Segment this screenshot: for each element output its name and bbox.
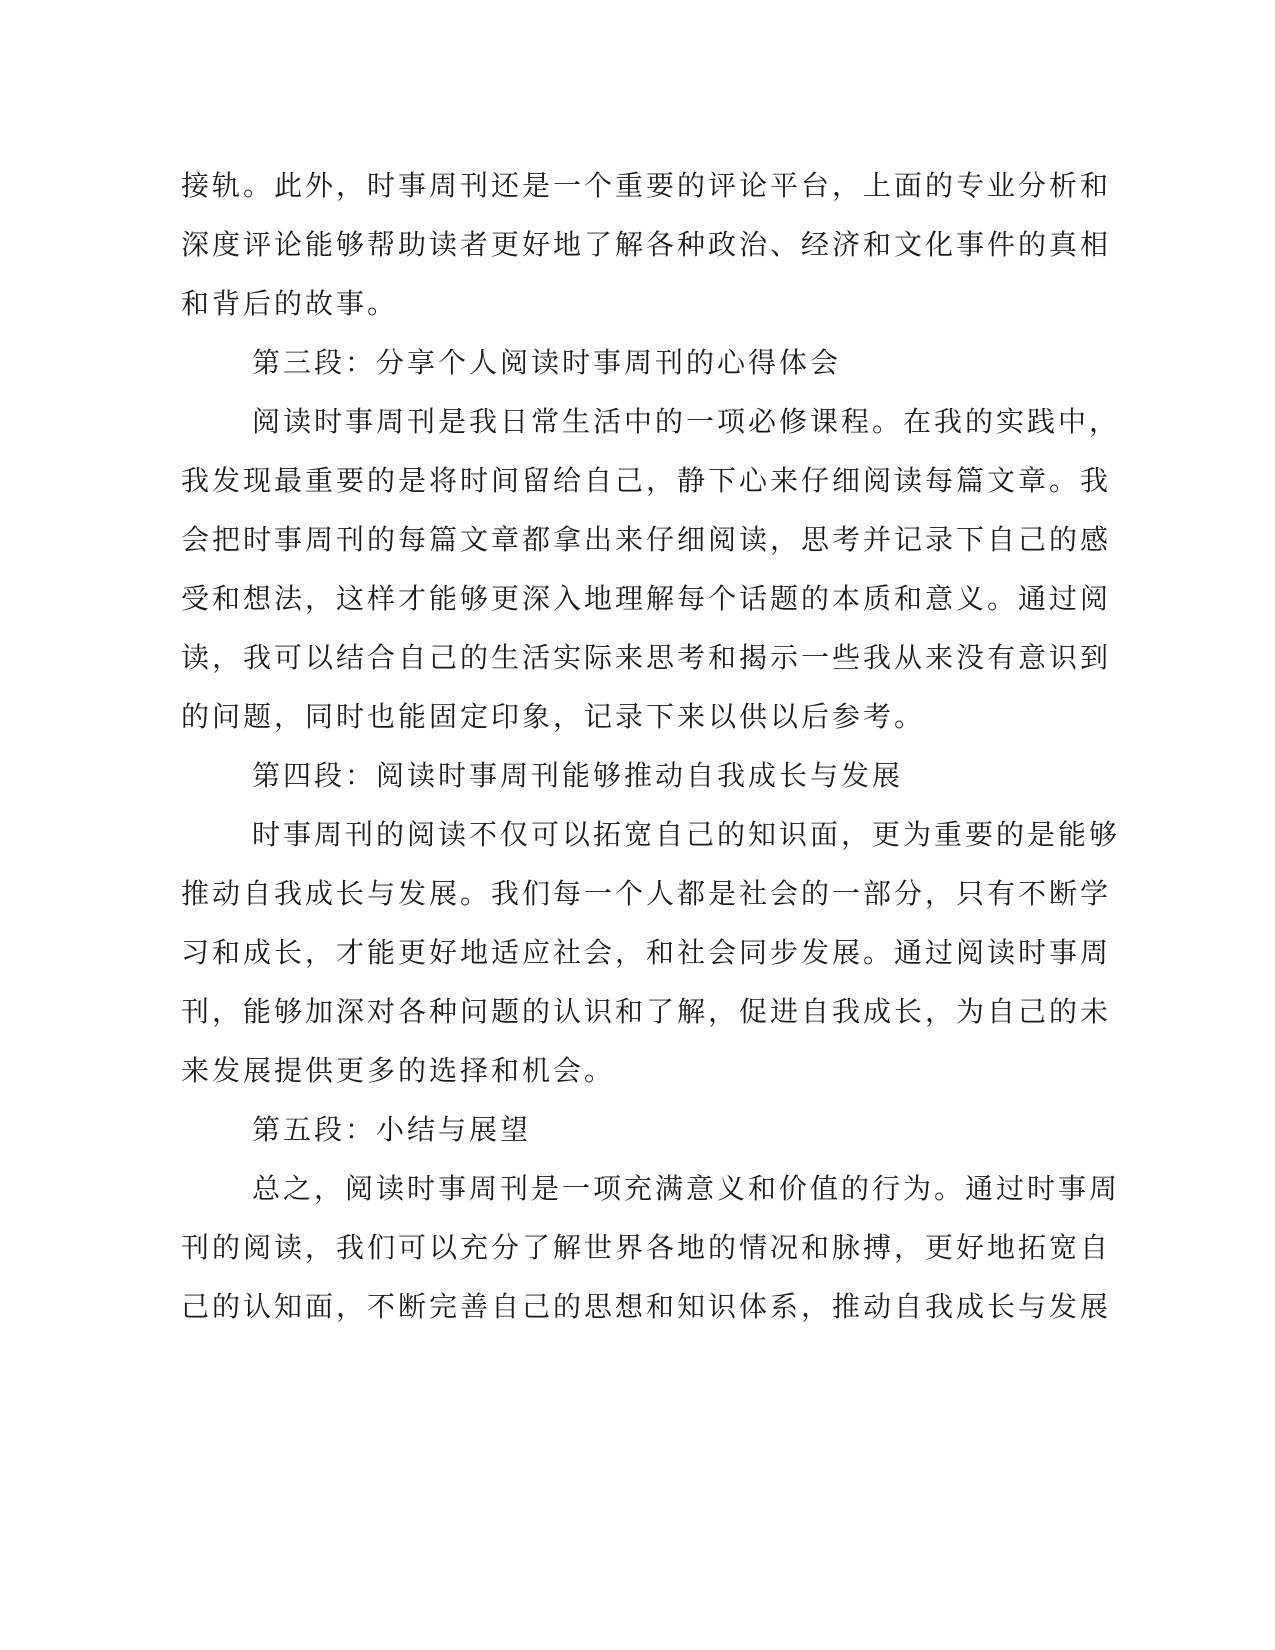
paragraph-start-line: 时事周刊的阅读不仅可以拓宽自己的知识面，更为重要的是能够 <box>252 818 1121 851</box>
paragraph-start-line: 第四段：阅读时事周刊能够推动自我成长与发展 <box>252 759 904 792</box>
paragraph-start-line: 第五段：小结与展望 <box>252 1113 532 1146</box>
text-line: 接轨。此外，时事周刊还是一个重要的评论平台，上面的专业分析和 <box>181 169 1112 202</box>
text-line: 的问题，同时也能固定印象，记录下来以供以后参考。 <box>181 700 926 733</box>
text-line: 和背后的故事。 <box>181 287 399 320</box>
text-line: 读，我可以结合自己的生活实际来思考和揭示一些我从来没有意识到 <box>181 641 1112 674</box>
text-line: 受和想法，这样才能够更深入地理解每个话题的本质和意义。通过阅 <box>181 582 1112 615</box>
paragraph-start-line: 第三段：分享个人阅读时事周刊的心得体会 <box>252 346 842 379</box>
text-line: 会把时事周刊的每篇文章都拿出来仔细阅读，思考并记录下自己的感 <box>181 523 1112 556</box>
document-body <box>181 156 1121 1336</box>
text-line: 刊，能够加深对各种问题的认识和了解，促进自我成长，为自己的未 <box>181 995 1112 1028</box>
text-line: 刊的阅读，我们可以充分了解世界各地的情况和脉搏，更好地拓宽自 <box>181 1231 1112 1264</box>
paragraph-start-line: 阅读时事周刊是我日常生活中的一项必修课程。在我的实践中， <box>252 405 1121 438</box>
text-line: 深度评论能够帮助读者更好地了解各种政治、经济和文化事件的真相 <box>181 228 1112 261</box>
text-line: 推动自我成长与发展。我们每一个人都是社会的一部分，只有不断学 <box>181 877 1112 910</box>
text-line: 己的认知面，不断完善自己的思想和知识体系，推动自我成长与发展 <box>181 1290 1112 1323</box>
text-line: 习和成长，才能更好地适应社会，和社会同步发展。通过阅读时事周 <box>181 936 1112 969</box>
text-line: 来发展提供更多的选择和机会。 <box>181 1054 616 1087</box>
text-line: 我发现最重要的是将时间留给自己，静下心来仔细阅读每篇文章。我 <box>181 464 1112 497</box>
paragraph-start-line: 总之，阅读时事周刊是一项充满意义和价值的行为。通过时事周 <box>252 1172 1121 1205</box>
